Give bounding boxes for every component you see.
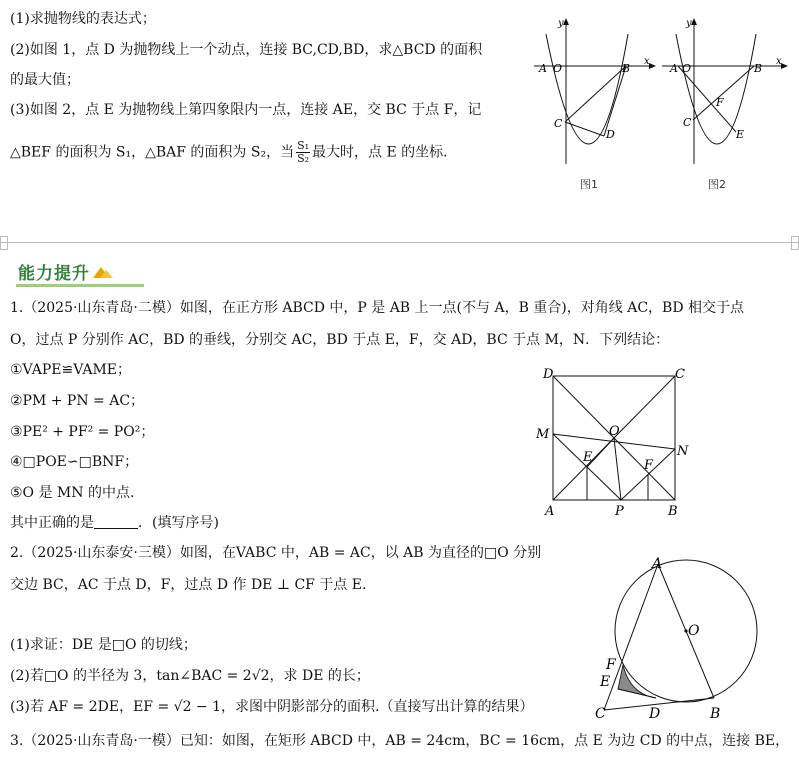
p1-answer-line [10,514,219,532]
fig1-b-label: B [622,62,631,75]
fig1-a-label: A [539,62,547,75]
top-q3-line1: (3)如图 2，点 E 为抛物线上第四象限内一点，连接 AE，交 BC 于点 F，记 [10,102,482,118]
fig2-caption: 图2 [708,178,726,191]
sq-d-label: D [543,367,554,382]
fig2-c-label: C [683,116,692,129]
fig2-x-label: x [776,56,782,67]
top-q1: (1)求抛物线的表达式； [10,11,156,27]
sq-n-label: N [677,444,689,459]
p3-line1: 3.（2025·山东青岛·一模）已知：如图，在矩形 ABCD 中，AB = 24cm，BC = 16cm，点 E 为边 CD 的中点，连接 BE， [10,733,790,749]
fig1-y-label: y [558,18,564,29]
answer-blank[interactable] [94,514,138,529]
fig1-caption: 图1 [580,178,598,191]
circ-e-label: E [600,674,611,690]
p1-conclusion-5: ⑤O 是 MN 的中点. [10,485,135,501]
p2-q1: (1)求证：DE 是□O 的切线； [10,637,197,653]
page-separator [0,242,799,243]
sq-b-label: B [668,504,678,519]
sq-p-label: P [615,504,624,519]
p1-conclusion-4: ④□POE∽□BNF； [10,454,139,470]
section-title: 能力提升 [18,263,90,284]
p2-q2: (2)若□O 的半径为 3，tan∠BAC = 2√2，求 DE 的长； [10,668,370,684]
p1-answer-prefix: 其中正确的是 [10,515,94,531]
section-title-badge [18,258,114,284]
p1-line1: 1.（2025·山东青岛·二模）如图，在正方形 ABCD 中，P 是 AB 上一点(不与 A，B 重合)，对角线 AC，BD 相交于点 [10,300,745,316]
circ-f-label: F [606,657,616,673]
sq-e-label: E [583,450,593,465]
sq-f-label: F [644,458,654,473]
top-q2-line2: 的最大值； [10,72,80,88]
circ-d-label: D [649,706,661,722]
fig1-x-label: x [644,56,650,67]
fig2-b-label: B [754,62,763,75]
fig1-c-label: C [554,117,563,130]
figure-2-parabola [656,14,796,174]
sq-c-label: C [675,367,685,382]
top-q3-text-a: △BEF 的面积为 S₁，△BAF 的面积为 S₂，当 [10,144,295,161]
mountain-icon [92,263,114,279]
p1-conclusion-3: ③PE² + PF² = PO²； [10,424,155,440]
sq-m-label: M [536,427,550,442]
figure-1-parabola [528,14,658,174]
top-q3-line2 [10,140,448,165]
figure-square-abcd [530,364,700,520]
separator-left-mark [0,236,8,250]
top-q3-text-b: 最大时，点 E 的坐标. [312,144,448,161]
p1-answer-suffix: ．(填写序号) [138,515,219,531]
fig2-o-label: O [682,62,692,75]
p2-line1: 2.（2025·山东泰安·三模）如图，在VABC 中，AB = AC，以 AB 为直径的□O 分别 [10,545,542,561]
circ-b-label: B [710,706,721,722]
p1-conclusion-2: ②PM + PN = AC； [10,393,145,409]
separator-right-mark [791,236,799,250]
s1-over-s2-fraction: $\frac{\text{S₁}}{\text{S₂}}$ [297,139,310,165]
p1-line2: O，过点 P 分别作 AC，BD 的垂线，分别交 AC，BD 于点 E，F，交 AD，BC 于点 M，N．下列结论： [10,332,670,348]
fig1-d-label: D [606,128,615,141]
p2-q3: (3)若 AF = 2DE，EF = √2 − 1，求图中阴影部分的面积.（直接写出计算的结果） [10,699,534,715]
fig2-a-label: A [670,62,678,75]
circ-a-label: A [652,556,663,572]
fig1-o-label: O [553,62,563,75]
fig2-f-label: F [716,96,724,109]
section-title-underline [16,284,144,287]
circ-c-label: C [595,706,606,722]
fig2-y-label: y [686,18,692,29]
p1-conclusion-1: ①VAPE≌VAME； [10,362,132,378]
p2-line2: 交边 BC，AC 于点 D，F，过点 D 作 DE ⊥ CF 于点 E. [10,577,367,593]
top-q2-line1: (2)如图 1，点 D 为抛物线上一个动点，连接 BC,CD,BD，求△BCD 的面积 [10,42,483,58]
sq-a-label: A [545,504,555,519]
figure-circle-triangle [590,552,790,722]
circ-o-label: O [688,623,700,639]
fig2-e-label: E [736,128,745,141]
sq-o-label: O [609,424,620,439]
